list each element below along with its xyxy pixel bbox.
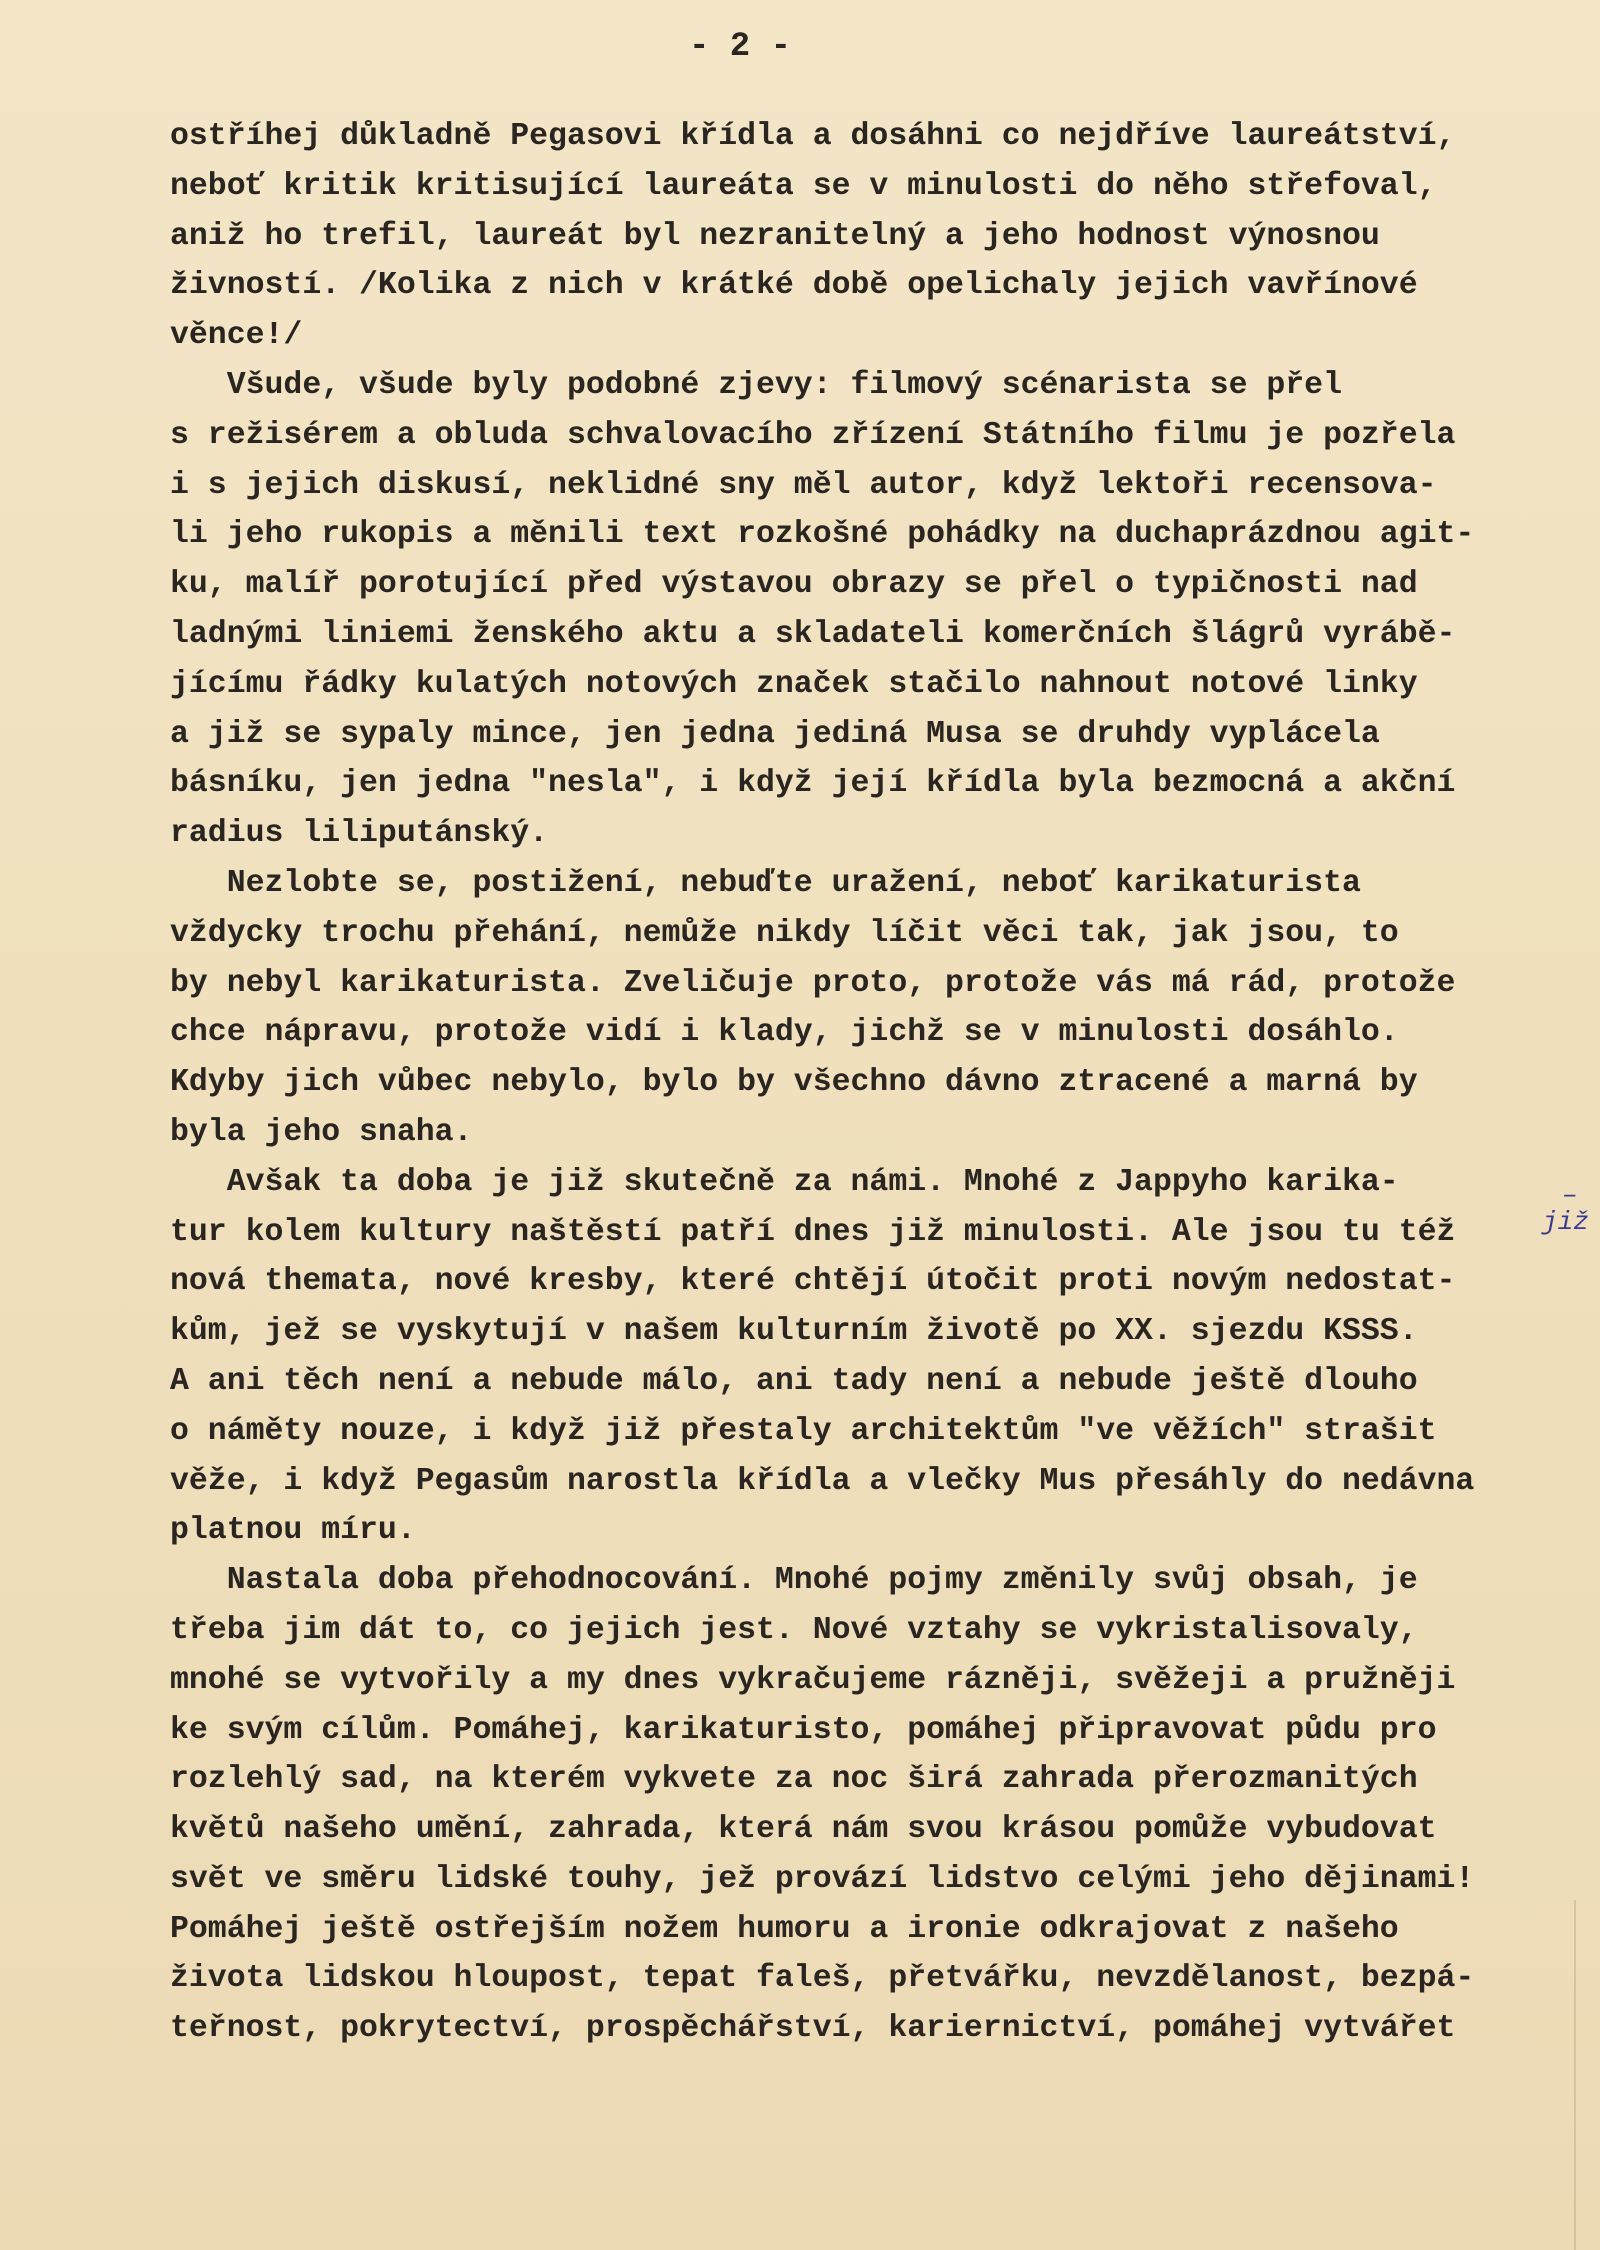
text-line: třeba jim dát to, co jejich jest. Nové vztahy se vykristalisovaly, (170, 1612, 1418, 1648)
text-line: platnou míru. (170, 1513, 416, 1549)
text-line: vždycky trochu přehání, nemůže nikdy líčit věci tak, jak jsou, to (170, 915, 1399, 951)
text-line: jícímu řádky kulatých notových značek stačilo nahnout notové linky (170, 666, 1418, 702)
text-line: rozlehlý sad, na kterém vykvete za noc širá zahrada přerozmanitých (170, 1762, 1418, 1798)
text-line: A ani těch není a nebude málo, ani tady není a nebude ještě dlouho (170, 1363, 1418, 1399)
text-line: mnohé se vytvořily a my dnes vykračujeme rázněji, svěžeji a pružněji (170, 1662, 1456, 1698)
text-line: neboť kritik kritisující laureáta se v minulosti do něho střefoval, (170, 168, 1437, 204)
text-line: Kdyby jich vůbec nebylo, bylo by všechno dávno ztracené a marná by (170, 1065, 1418, 1101)
text-line: básníku, jen jedna "nesla", i když její křídla byla bezmocná a akční (170, 766, 1456, 802)
text-line: Avšak ta doba je již skutečně za námi. Mnohé z Jappyho karika- (170, 1164, 1399, 1200)
text-line: i s jejich diskusí, neklidné sny měl autor, když lektoři recensova- (170, 467, 1437, 503)
margin-correction-note: již (1542, 1207, 1589, 1237)
text-line: o náměty nouze, i když již přestaly architektům "ve věžích" strašit (170, 1413, 1437, 1449)
text-line: kům, jež se vyskytují v našem kulturním životě po XX. sjezdu KSSS. (170, 1314, 1418, 1350)
text-line: Všude, všude byly podobné zjevy: filmový scénarista se přel (170, 367, 1342, 403)
text-line: věže, i když Pegasům narostla křídla a vlečky Mus přesáhly do nedávna (170, 1463, 1475, 1499)
paper-fold-shadow (1574, 1900, 1576, 2250)
page-number: - 2 - (688, 28, 792, 66)
text-line: aniž ho trefil, laureát byl nezranitelný a jeho hodnost výnosnou (170, 218, 1380, 254)
text-line: věnce!/ (170, 318, 303, 354)
text-line: Pomáhej ještě ostřejším nožem humoru a ironie odkrajovat z našeho (170, 1911, 1399, 1947)
text-line: živností. /Kolika z nich v krátké době opelichaly jejich vavřínové (170, 268, 1418, 304)
text-line: Nezlobte se, postižení, nebuďte uražení, neboť karikaturista (170, 865, 1361, 901)
text-line: svět ve směru lidské touhy, jež provází lidstvo celými jeho dějinami! (170, 1861, 1475, 1897)
text-line: byla jeho snaha. (170, 1114, 473, 1150)
text-line: nová themata, nové kresby, které chtějí útočit proti novým nedostat- (170, 1264, 1456, 1300)
body-text (170, 112, 1570, 2054)
text-line: tur kolem kultury naštěstí patří dnes již minulosti. Ale jsou tu též (170, 1214, 1456, 1250)
text-line: a již se sypaly mince, jen jedna jediná Musa se druhdy vyplácela (170, 716, 1380, 752)
text-line: teřnost, pokrytectví, prospěchářství, kariernictví, pomáhej vytvářet (170, 2011, 1456, 2047)
text-line: radius liliputánský. (170, 816, 549, 852)
text-line: li jeho rukopis a měnili text rozkošné pohádky na duchaprázdnou agit- (170, 517, 1475, 553)
text-line: ku, malíř porotující před výstavou obrazy se přel o typičnosti nad (170, 567, 1418, 603)
text-line: života lidskou hloupost, tepat faleš, přetvářku, nevzdělanost, bezpá- (170, 1961, 1475, 1997)
text-line: s režisérem a obluda schvalovacího zřízení Státního filmu je pozřela (170, 417, 1456, 453)
text-line: květů našeho umění, zahrada, která nám svou krásou pomůže vybudovat (170, 1812, 1437, 1848)
text-line: ladnými liniemi ženského aktu a skladateli komerčních šlágrů vyrábě- (170, 616, 1456, 652)
text-line: Nastala doba přehodnocování. Mnohé pojmy změnily svůj obsah, je (170, 1563, 1418, 1599)
text-line: ostříhej důkladně Pegasovi křídla a dosáhni co nejdříve laureátství, (170, 119, 1456, 154)
text-line: by nebyl karikaturista. Zveličuje proto, protože vás má rád, protože (170, 965, 1456, 1001)
margin-dash-mark: – (1562, 1180, 1578, 1210)
text-line: ke svým cílům. Pomáhej, karikaturisto, pomáhej připravovat půdu pro (170, 1712, 1437, 1748)
text-line: chce nápravu, protože vidí i klady, jichž se v minulosti dosáhlo. (170, 1015, 1399, 1051)
